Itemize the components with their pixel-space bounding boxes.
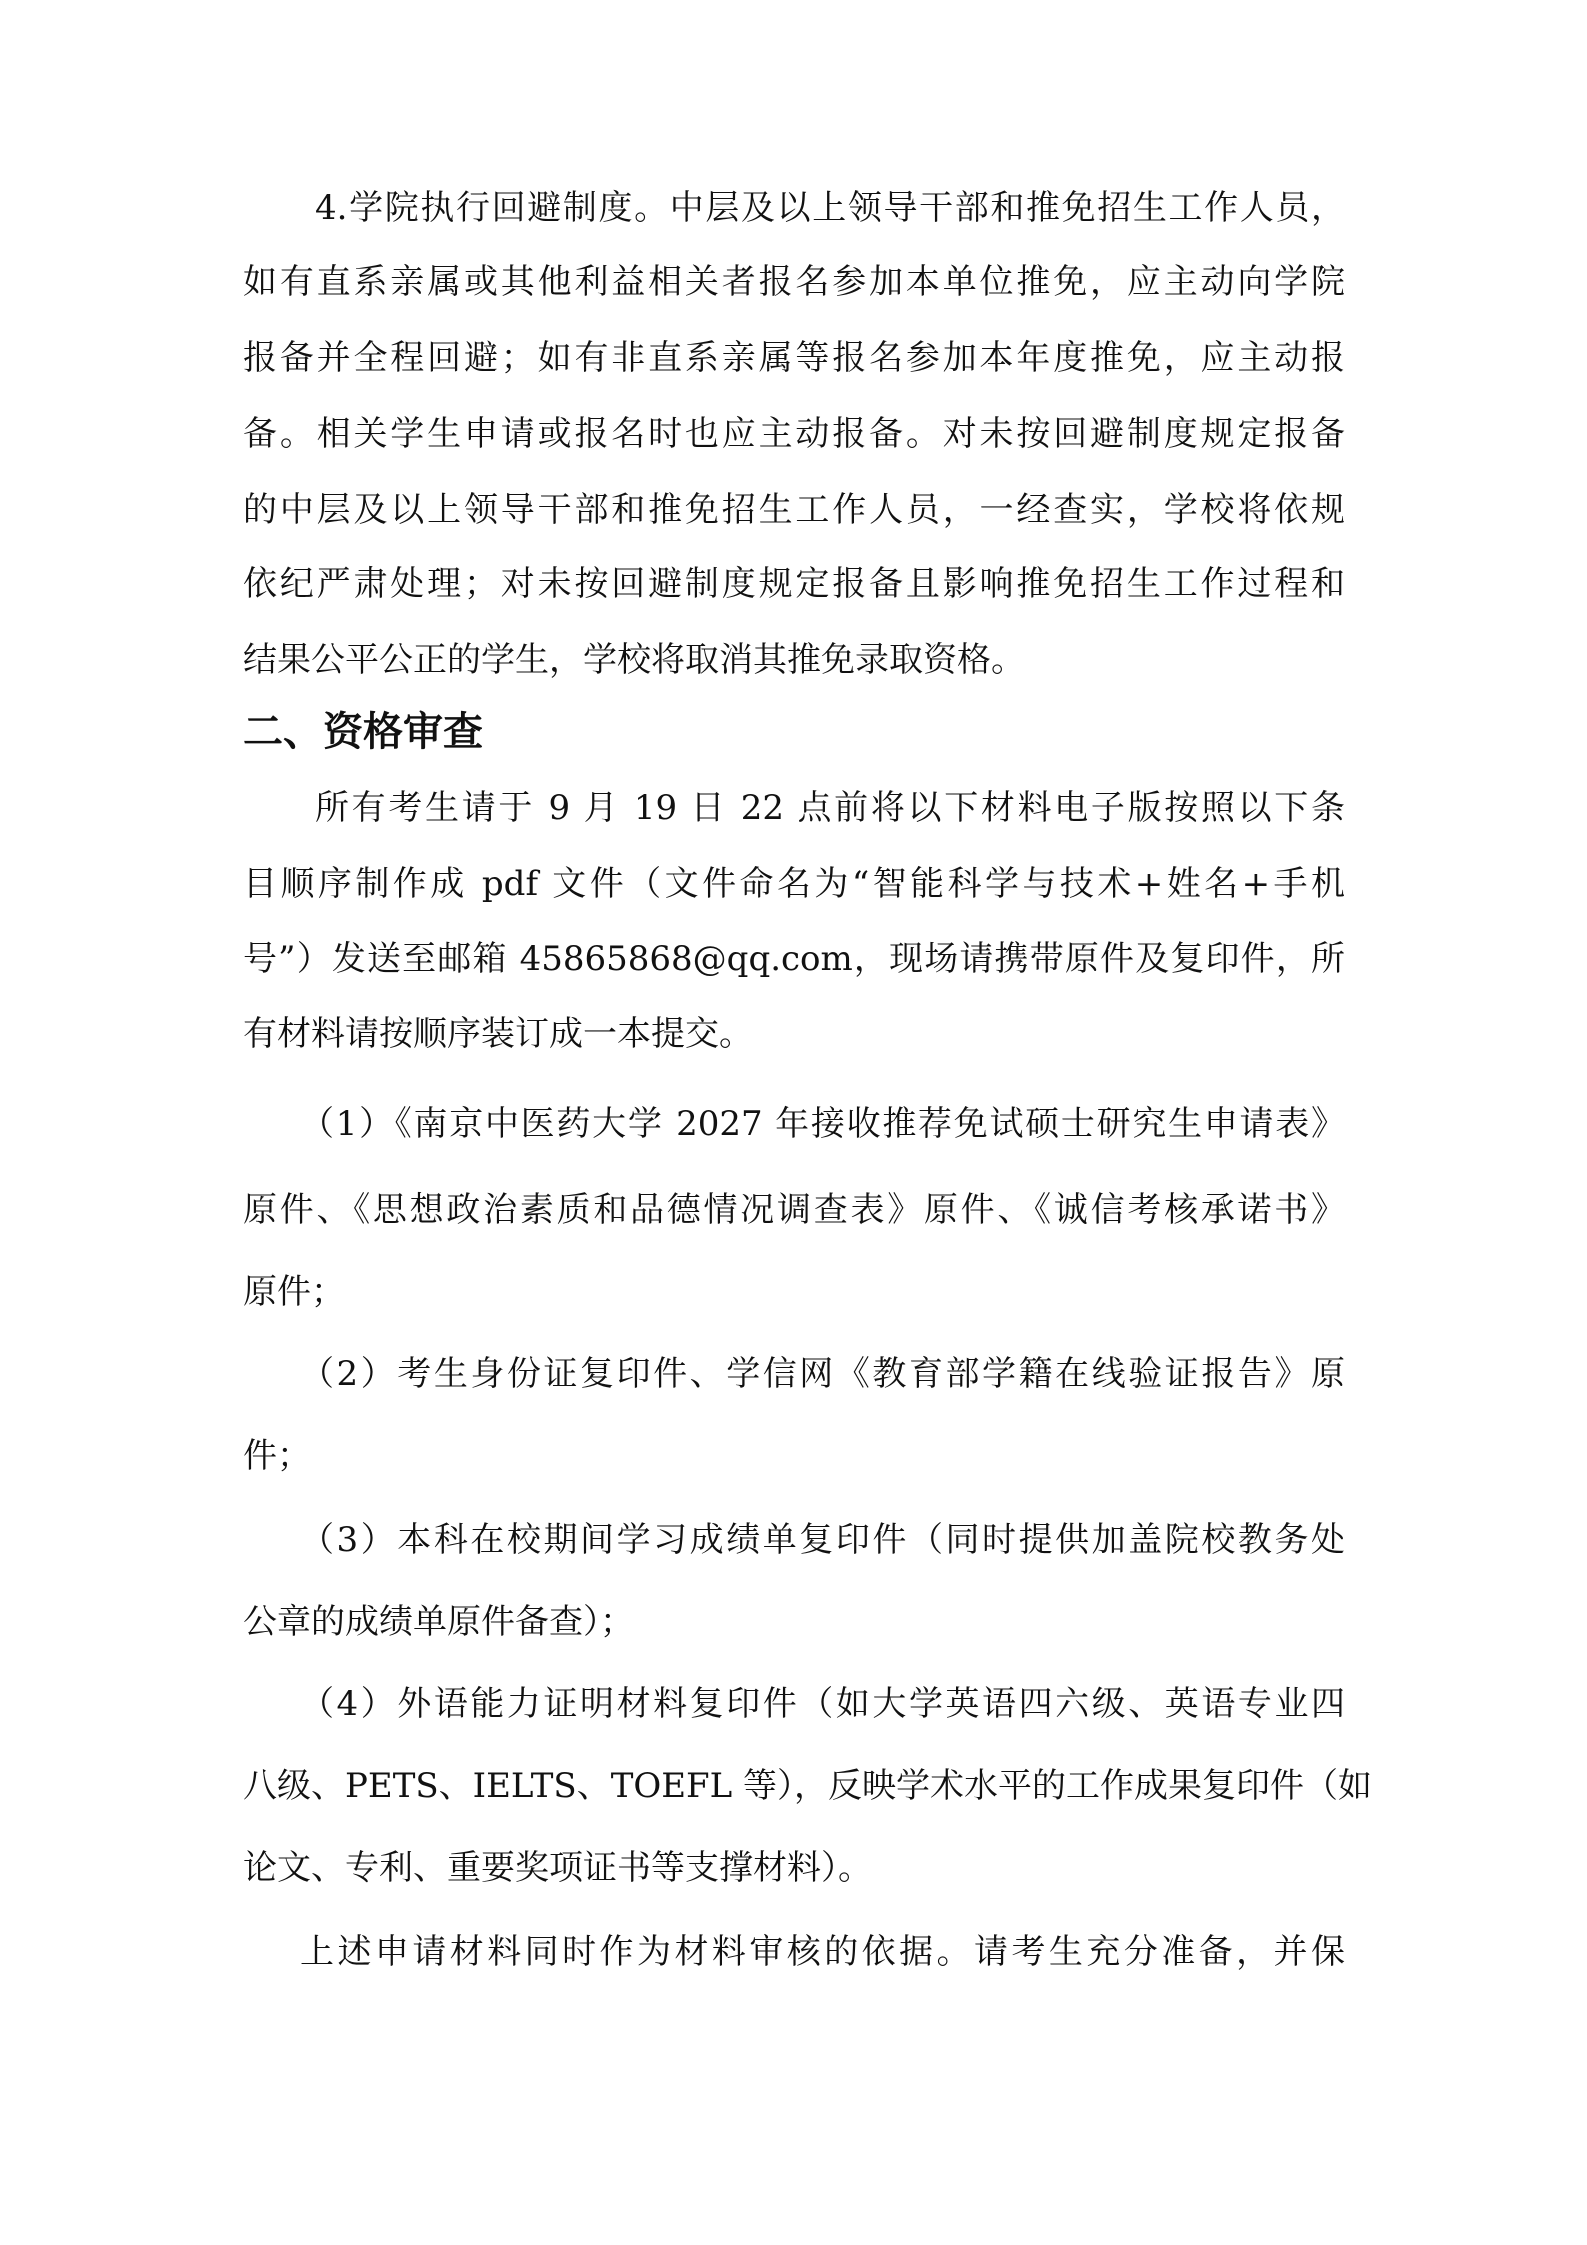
list-item-line: 八级、PETS、IELTS、TOEFL 等），反映学术水平的工作成果复印件（如 (243, 1766, 1373, 1806)
list-item-line: （2）考生身份证复印件、学信网《教育部学籍在线验证报告》原 (300, 1354, 1345, 1394)
paragraph-line: 有材料请按顺序装订成一本提交。 (243, 1014, 753, 1054)
list-item-line: （3）本科在校期间学习成绩单复印件（同时提供加盖院校教务处 (300, 1520, 1345, 1560)
paragraph-line: 结果公平公正的学生，学校将取消其推免录取资格。 (243, 640, 1025, 680)
list-item-line: （4）外语能力证明材料复印件（如大学英语四六级、英语专业四 (300, 1684, 1345, 1724)
list-item-line: 公章的成绩单原件备查）； (243, 1602, 634, 1642)
list-item-line: 论文、专利、重要奖项证书等支撑材料）。 (243, 1848, 872, 1888)
paragraph-line: 号”）发送至邮箱 45865868@qq.com，现场请携带原件及复印件，所 (243, 939, 1345, 979)
paragraph-line: 报备并全程回避；如有非直系亲属等报名参加本年度推免，应主动报 (243, 338, 1345, 378)
list-item-line: 原件； (243, 1272, 345, 1312)
list-item-line: 件； (243, 1436, 311, 1476)
paragraph-line: 备。相关学生申请或报名时也应主动报备。对未按回避制度规定报备 (243, 414, 1345, 454)
paragraph-line: 上述申请材料同时作为材料审核的依据。请考生充分准备，并保 (300, 1932, 1345, 1972)
paragraph-line: 目顺序制作成 pdf 文件（文件命名为“智能科学与技术+姓名+手机 (243, 864, 1345, 904)
paragraph-line: 如有直系亲属或其他利益相关者报名参加本单位推免，应主动向学院 (243, 262, 1345, 302)
list-item-line: （1）《南京中医药大学 2027 年接收推荐免试硕士研究生申请表》 (300, 1104, 1345, 1144)
list-item-line: 原件、《思想政治素质和品德情况调查表》原件、《诚信考核承诺书》 (243, 1190, 1345, 1230)
paragraph-line: 4.学院执行回避制度。中层及以上领导干部和推免招生工作人员， (315, 188, 1345, 228)
paragraph-line: 的中层及以上领导干部和推免招生工作人员，一经查实，学校将依规 (243, 490, 1345, 530)
section-heading: 二、资格审查 (243, 709, 483, 755)
paragraph-line: 依纪严肃处理；对未按回避制度规定报备且影响推免招生工作过程和 (243, 564, 1345, 604)
paragraph-line: 所有考生请于 9 月 19 日 22 点前将以下材料电子版按照以下条 (315, 788, 1345, 828)
